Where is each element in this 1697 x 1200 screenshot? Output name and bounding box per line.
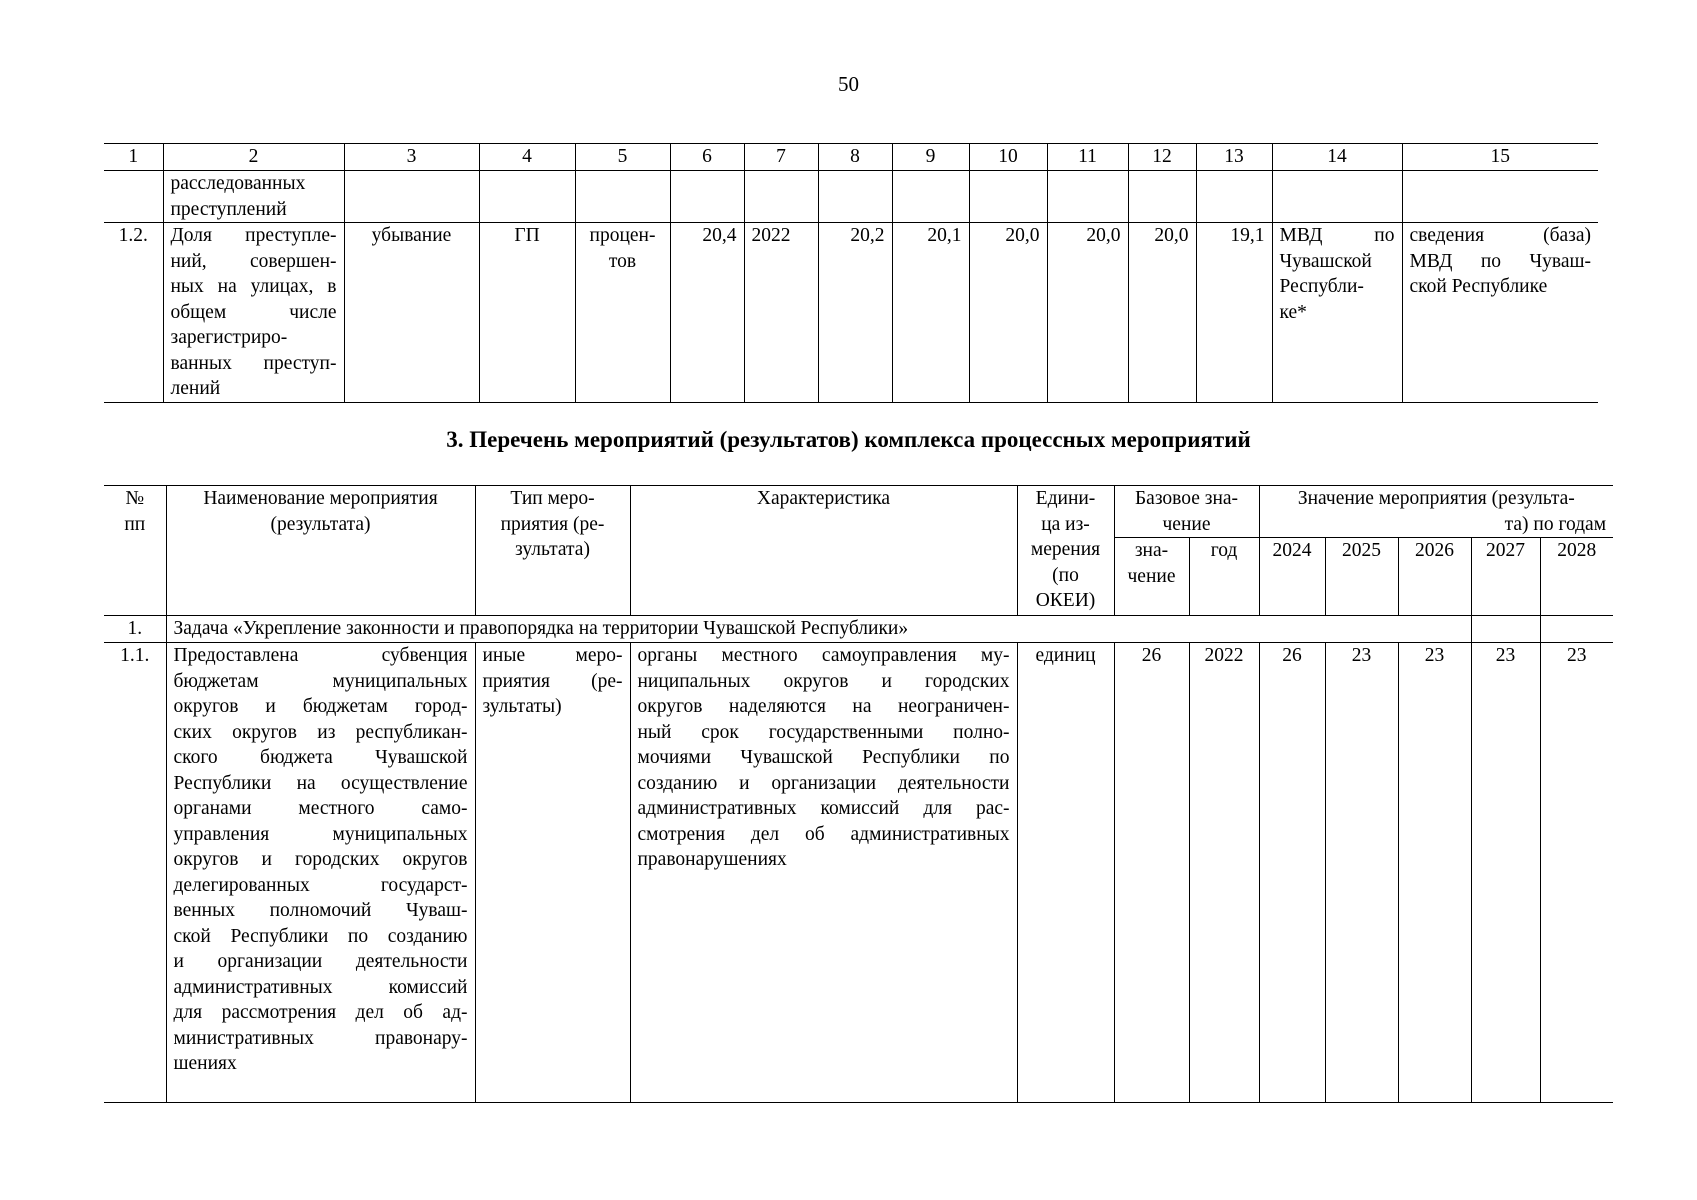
header-year: 2027 [1471, 538, 1540, 616]
header-values-by-year: Значение мероприятия (результа- та) по годам [1259, 486, 1613, 538]
value-cell: 20,0 [1128, 223, 1196, 403]
value-2025: 23 [1325, 643, 1398, 1103]
column-number: 4 [479, 144, 575, 171]
task-row [104, 616, 1613, 643]
column-number: 7 [744, 144, 818, 171]
header-year: 2025 [1325, 538, 1398, 616]
table-row [104, 223, 1598, 403]
header-year: 2024 [1259, 538, 1325, 616]
column-number: 2 [163, 144, 344, 171]
header-characteristic: Характеристика [630, 486, 1017, 616]
level: ГП [479, 223, 575, 403]
base-year: 2022 [1189, 643, 1259, 1103]
value-2027: 23 [1471, 643, 1540, 1103]
column-number: 6 [670, 144, 744, 171]
header-unit: Едини- ца из- мерения (по ОКЕИ) [1017, 486, 1114, 616]
header-year: 2028 [1540, 538, 1613, 616]
header-year: 2026 [1398, 538, 1471, 616]
header-num: № пп [104, 486, 166, 616]
section-heading: 3. Перечень мероприятий (результатов) комплекса процессных мероприятий [446, 427, 1251, 452]
header-name: Наименование мероприятия (результата) [166, 486, 475, 616]
unit: процен- тов [575, 223, 670, 403]
column-number: 9 [892, 144, 969, 171]
header-type: Тип меро- приятия (ре- зультата) [475, 486, 630, 616]
value-2026: 23 [1398, 643, 1471, 1103]
measure-characteristic: органы местного самоуправления му- ниципальных округов и городских округов наделяются на неограничен- ный срок государственными полно- мочиями Чувашской Республики по созданию и организации деятельности административных комиссий для рас- смотрения дел об административных правонарушениях [630, 643, 1017, 1103]
value-cell: 20,1 [892, 223, 969, 403]
column-number: 12 [1128, 144, 1196, 171]
row-number: 1.1. [104, 643, 166, 1103]
base-value: 20,4 [670, 223, 744, 403]
value-cell: 20,0 [1047, 223, 1128, 403]
measure-unit: единиц [1017, 643, 1114, 1103]
measure-type: иные меро- приятия (ре- зультаты) [475, 643, 630, 1103]
column-numbers-row [104, 144, 1598, 171]
base-year: 2022 [744, 223, 818, 403]
continuation-row [104, 171, 1598, 223]
value-2024: 26 [1259, 643, 1325, 1103]
continuation-text: расследованных преступлений [163, 171, 344, 223]
page-number: 50 [838, 72, 859, 96]
value-cell: 19,1 [1196, 223, 1272, 403]
base-value: 26 [1114, 643, 1189, 1103]
indicator-name: Доля преступле- ний, совершен- ных на улицах, в общем числе зарегистриро- ванных преступ- лений [163, 223, 344, 403]
column-number: 5 [575, 144, 670, 171]
value-cell: 20,2 [818, 223, 892, 403]
direction: убывание [344, 223, 479, 403]
header-base: Базовое зна- чение [1114, 486, 1259, 538]
indicators-table [104, 143, 1598, 403]
task-text: Задача «Укрепление законности и правопорядка на территории Чувашской Республики» [166, 616, 1471, 643]
measures-table [104, 485, 1613, 1103]
row-number: 1.2. [104, 223, 163, 403]
header-base-value: зна- чение [1114, 538, 1189, 616]
header-row [104, 486, 1613, 538]
value-2028: 23 [1540, 643, 1613, 1103]
column-number: 15 [1402, 144, 1598, 171]
measure-name: Предоставлена субвенция бюджетам муниципальных округов и бюджетам город- ских округов из республикан- ского бюджета Чувашской Республики на осуществление органами местного само- управления муниципальных округов и городских округов делегированных государст- венных полномочий Чуваш- ской Республики по созданию и организации деятельности административных комиссий для рассмотрения дел об ад- министративных правонару- шениях [166, 643, 475, 1103]
header-base-year: год [1189, 538, 1259, 616]
column-number: 10 [969, 144, 1047, 171]
column-number: 11 [1047, 144, 1128, 171]
column-number: 14 [1272, 144, 1402, 171]
responsible: МВД по Чувашской Республи- ке* [1272, 223, 1402, 403]
task-number: 1. [104, 616, 166, 643]
column-number: 13 [1196, 144, 1272, 171]
column-number: 1 [104, 144, 163, 171]
data-source: сведения (база) МВД по Чуваш- ской Республике [1402, 223, 1598, 403]
column-number: 8 [818, 144, 892, 171]
value-cell: 20,0 [969, 223, 1047, 403]
column-number: 3 [344, 144, 479, 171]
table-row [104, 643, 1613, 1103]
